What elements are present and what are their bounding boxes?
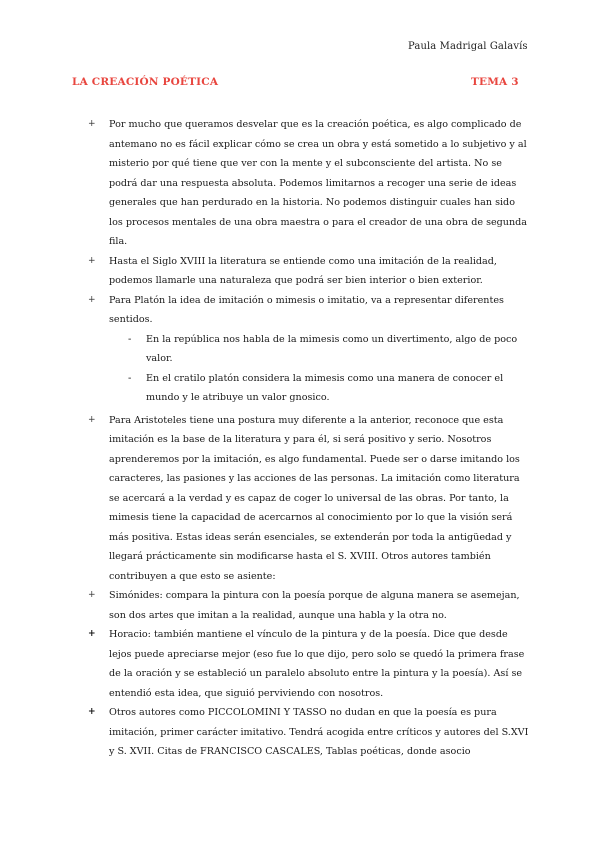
list-item xyxy=(84,703,530,762)
plus-bullet-icon: + xyxy=(88,590,96,600)
plus-bullet-icon: + xyxy=(88,629,96,639)
list-item xyxy=(84,115,530,252)
plus-bullet-icon: + xyxy=(88,294,96,305)
list-item xyxy=(84,586,530,625)
paragraph-text: Simónides: compara la pintura con la poesía porque de alguna manera se asemejan, son dos artes que imitan a la realidad, aunque una habla y la otra no. xyxy=(109,590,520,621)
paragraph-text: Otros autores como PICCOLOMINI Y TASSO no dudan en que la poesía es pura imitación, primer carácter imitativo. Tendrá acogida entre críticos y autores del S.XVI y S. XVII. Citas de FRANCISCO CASCALES, Tablas poéticas, donde asocio xyxy=(109,707,529,757)
sub-paragraph-text: En la república nos habla de la mimesis como un divertimento, algo de poco valor. xyxy=(146,333,518,364)
paragraph-text: Para Aristoteles tiene una postura muy diferente a la anterior, reconoce que esta imitación es la base de la literatura y para él, si será positivo y serio. Nosotros aprenderemos por la imitación, es algo fundamental. Puede ser o darse imitando los caracteres, las pasiones y las acciones de las personas. La imitación como literatura se acercará a la verdad y es capaz de coger lo universal de las obras. Por tanto, la mimesis tiene la capacidad de acercarnos al conocimiento por lo que la visión será más positiva. Estas ideas serán esenciales, se extenderán por toda la antigüedad y llegará prácticamente sin modificarse hasta el S. XVIII. Otros autores también contribuyen a que esto se asiente: xyxy=(109,414,520,582)
list-item xyxy=(84,252,530,291)
plus-bullet-icon: + xyxy=(88,119,96,129)
list-item xyxy=(84,625,530,703)
sub-list-item xyxy=(84,369,530,408)
plus-bullet-icon: + xyxy=(88,414,96,425)
plus-bullet-icon: + xyxy=(88,255,96,266)
dash-bullet-icon: - xyxy=(128,333,132,345)
dash-bullet-icon: - xyxy=(128,372,132,384)
list-item xyxy=(84,291,530,330)
sub-list-item xyxy=(84,330,530,369)
topic-number: TEMA 3 xyxy=(471,76,519,88)
sub-paragraph-text: En el cratilo platón considera la mimesis como una manera de conocer el mundo y le atribuye un valor gnosico. xyxy=(146,372,504,403)
author-name: Paula Madrigal Galavís xyxy=(408,41,528,52)
paragraph-text: Por mucho que queramos desvelar que es la creación poética, es algo complicado de antemano no es fácil explicar cómo se crea un obra y está sometido a lo subjetivo y al misterio por qué tiene que ver con la mente y el subconsciente del artista. No se podrá dar una respuesta absoluta. Podemos limitarnos a recoger una serie de ideas generales que han perdurado en la historia. No podemos distinguir cuales han sido los procesos mentales de una obra maestra o para el creador de una obra de segunda fila. xyxy=(109,119,528,247)
document-title: LA CREACIÓN POÉTICA xyxy=(72,76,219,88)
paragraph-text: Hasta el Siglo XVIII la literatura se entiende como una imitación de la realidad, podemos llamarle una naturaleza que podrá ser bien interior o bien exterior. xyxy=(109,255,497,286)
document-body xyxy=(84,115,530,762)
list-item xyxy=(84,411,530,587)
plus-bullet-icon: + xyxy=(88,707,96,717)
paragraph-text: Para Platón la idea de imitación o mimesis o imitatio, va a representar diferentes sentidos. xyxy=(109,294,504,325)
paragraph-text: Horacio: también mantiene el vínculo de la pintura y de la poesía. Dice que desde lejos puede apreciarse mejor (eso fue lo que dijo, pero solo se quedó la primera frase de la oración y se estableció un paralelo absoluto entre la pintura y la poesía). Así se entendió esta idea, que siguió perviviendo con nosotros. xyxy=(109,629,525,699)
